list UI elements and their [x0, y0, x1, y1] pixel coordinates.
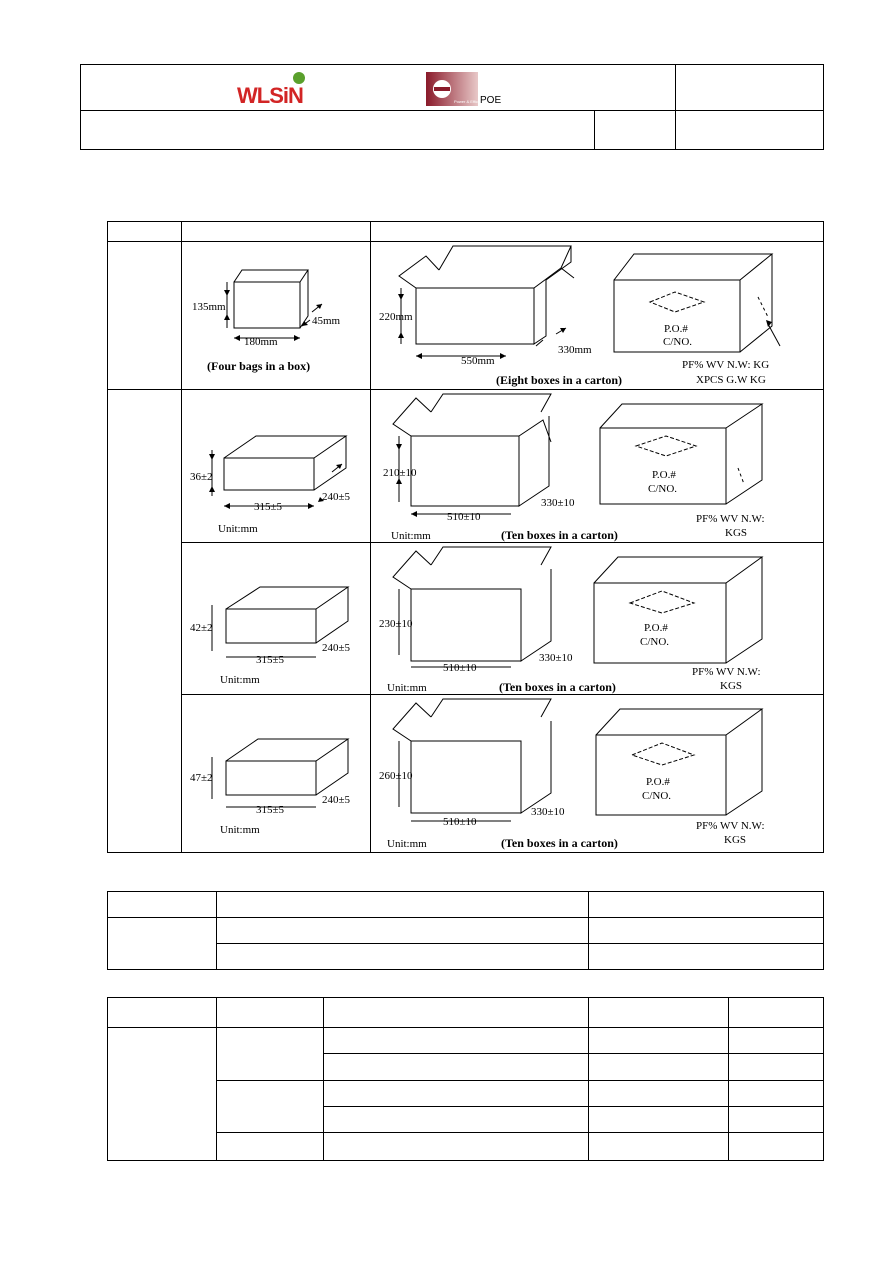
- row2-mark-drawing: [592, 390, 822, 542]
- svg-text:42±2: 42±2: [190, 622, 213, 634]
- row1-carton-width-label: 550mm: [461, 355, 495, 367]
- svg-text:260±10: 260±10: [379, 770, 413, 782]
- header-page-cell: [675, 110, 824, 150]
- wlsin-logo: [236, 70, 326, 106]
- svg-text:Unit:mm: Unit:mm: [387, 682, 427, 694]
- svg-text:210±10: 210±10: [383, 467, 417, 479]
- row4-mark-drawing: [592, 695, 822, 852]
- svg-text:315±5: 315±5: [256, 804, 285, 816]
- svg-text:315±5: 315±5: [256, 654, 285, 666]
- svg-text:510±10: 510±10: [443, 816, 477, 828]
- row1-box-width-label: 180mm: [244, 336, 278, 348]
- svg-text:PF% WV N.W:: PF% WV N.W:: [696, 513, 765, 525]
- svg-text:POE: POE: [480, 95, 502, 106]
- svg-text:C/NO.: C/NO.: [642, 790, 672, 802]
- row2-small-box-drawing: [182, 390, 370, 542]
- header-logo-cell: [80, 64, 676, 111]
- svg-text:330±10: 330±10: [539, 652, 573, 664]
- svg-text:C/NO.: C/NO.: [648, 483, 678, 495]
- svg-text:Unit:mm: Unit:mm: [387, 838, 427, 850]
- row4-carton-drawing: [371, 695, 618, 852]
- svg-text:(Ten boxes in a carton): (Ten boxes in a carton): [499, 680, 616, 694]
- svg-text:(Ten boxes in a carton): (Ten boxes in a carton): [501, 836, 618, 850]
- row1-carton-depth-label: 330mm: [558, 344, 592, 356]
- header-title-cell: [80, 110, 595, 150]
- svg-text:230±10: 230±10: [379, 618, 413, 630]
- row4-small-box-drawing: [182, 695, 370, 852]
- header-mid-cell: [594, 110, 676, 150]
- svg-text:P.O.#: P.O.#: [646, 776, 670, 788]
- row2-carton-drawing: [371, 390, 618, 542]
- svg-text:KGS: KGS: [724, 834, 747, 846]
- row1-carton-caption: (Eight boxes in a carton): [496, 373, 622, 387]
- svg-text:47±2: 47±2: [190, 772, 213, 784]
- svg-text:C/NO.: C/NO.: [663, 336, 693, 348]
- svg-text:(Ten boxes in a carton): (Ten boxes in a carton): [501, 528, 618, 542]
- svg-text:PF% WV N.W:: PF% WV N.W:: [692, 666, 761, 678]
- svg-text:240±5: 240±5: [322, 491, 351, 503]
- svg-text:Unit:mm: Unit:mm: [218, 523, 258, 535]
- svg-text:P.O.#: P.O.#: [652, 469, 676, 481]
- table-3: [107, 997, 824, 1161]
- svg-text:Power & Efficiency: Power & Efficiency: [454, 99, 488, 104]
- svg-text:KGS: KGS: [725, 527, 748, 539]
- svg-text:PF% WV N.W:: PF% WV N.W:: [696, 820, 765, 832]
- header-right-cell: [675, 64, 824, 111]
- svg-text:P.O.#: P.O.#: [664, 323, 688, 335]
- row3-small-box-drawing: [182, 543, 370, 694]
- svg-text:330±10: 330±10: [541, 497, 575, 509]
- svg-text:P.O.#: P.O.#: [644, 622, 668, 634]
- row1-box-caption: (Four bags in a box): [207, 359, 311, 373]
- row3-mark-drawing: [592, 543, 822, 694]
- row1-mark-line1: PF% WV N.W: KG: [682, 359, 770, 371]
- svg-text:510±10: 510±10: [443, 662, 477, 674]
- svg-text:330±10: 330±10: [531, 806, 565, 818]
- row1-mark-line2: XPCS G.W KG: [696, 374, 766, 386]
- svg-text:240±5: 240±5: [322, 794, 351, 806]
- table-2: [107, 891, 824, 970]
- row1-box-depth-label: 45mm: [312, 315, 341, 327]
- svg-text:240±5: 240±5: [322, 642, 351, 654]
- wlsin-logo-text: WLSiN: [237, 83, 303, 108]
- svg-text:Unit:mm: Unit:mm: [391, 530, 431, 542]
- row1-mark-drawing: [600, 242, 822, 389]
- row1-box-height-label: 135mm: [192, 301, 226, 313]
- poe-logo: [426, 72, 506, 106]
- svg-text:315±5: 315±5: [254, 501, 283, 513]
- row1-carton-drawing: [371, 242, 622, 389]
- svg-text:Unit:mm: Unit:mm: [220, 824, 260, 836]
- svg-text:510±10: 510±10: [447, 511, 481, 523]
- svg-text:KGS: KGS: [720, 680, 743, 692]
- row1-small-box-drawing: [182, 242, 370, 389]
- row1-carton-height-label: 220mm: [379, 311, 413, 323]
- svg-text:36±2: 36±2: [190, 471, 213, 483]
- row3-carton-drawing: [371, 543, 616, 694]
- svg-text:C/NO.: C/NO.: [640, 636, 670, 648]
- svg-text:Unit:mm: Unit:mm: [220, 674, 260, 686]
